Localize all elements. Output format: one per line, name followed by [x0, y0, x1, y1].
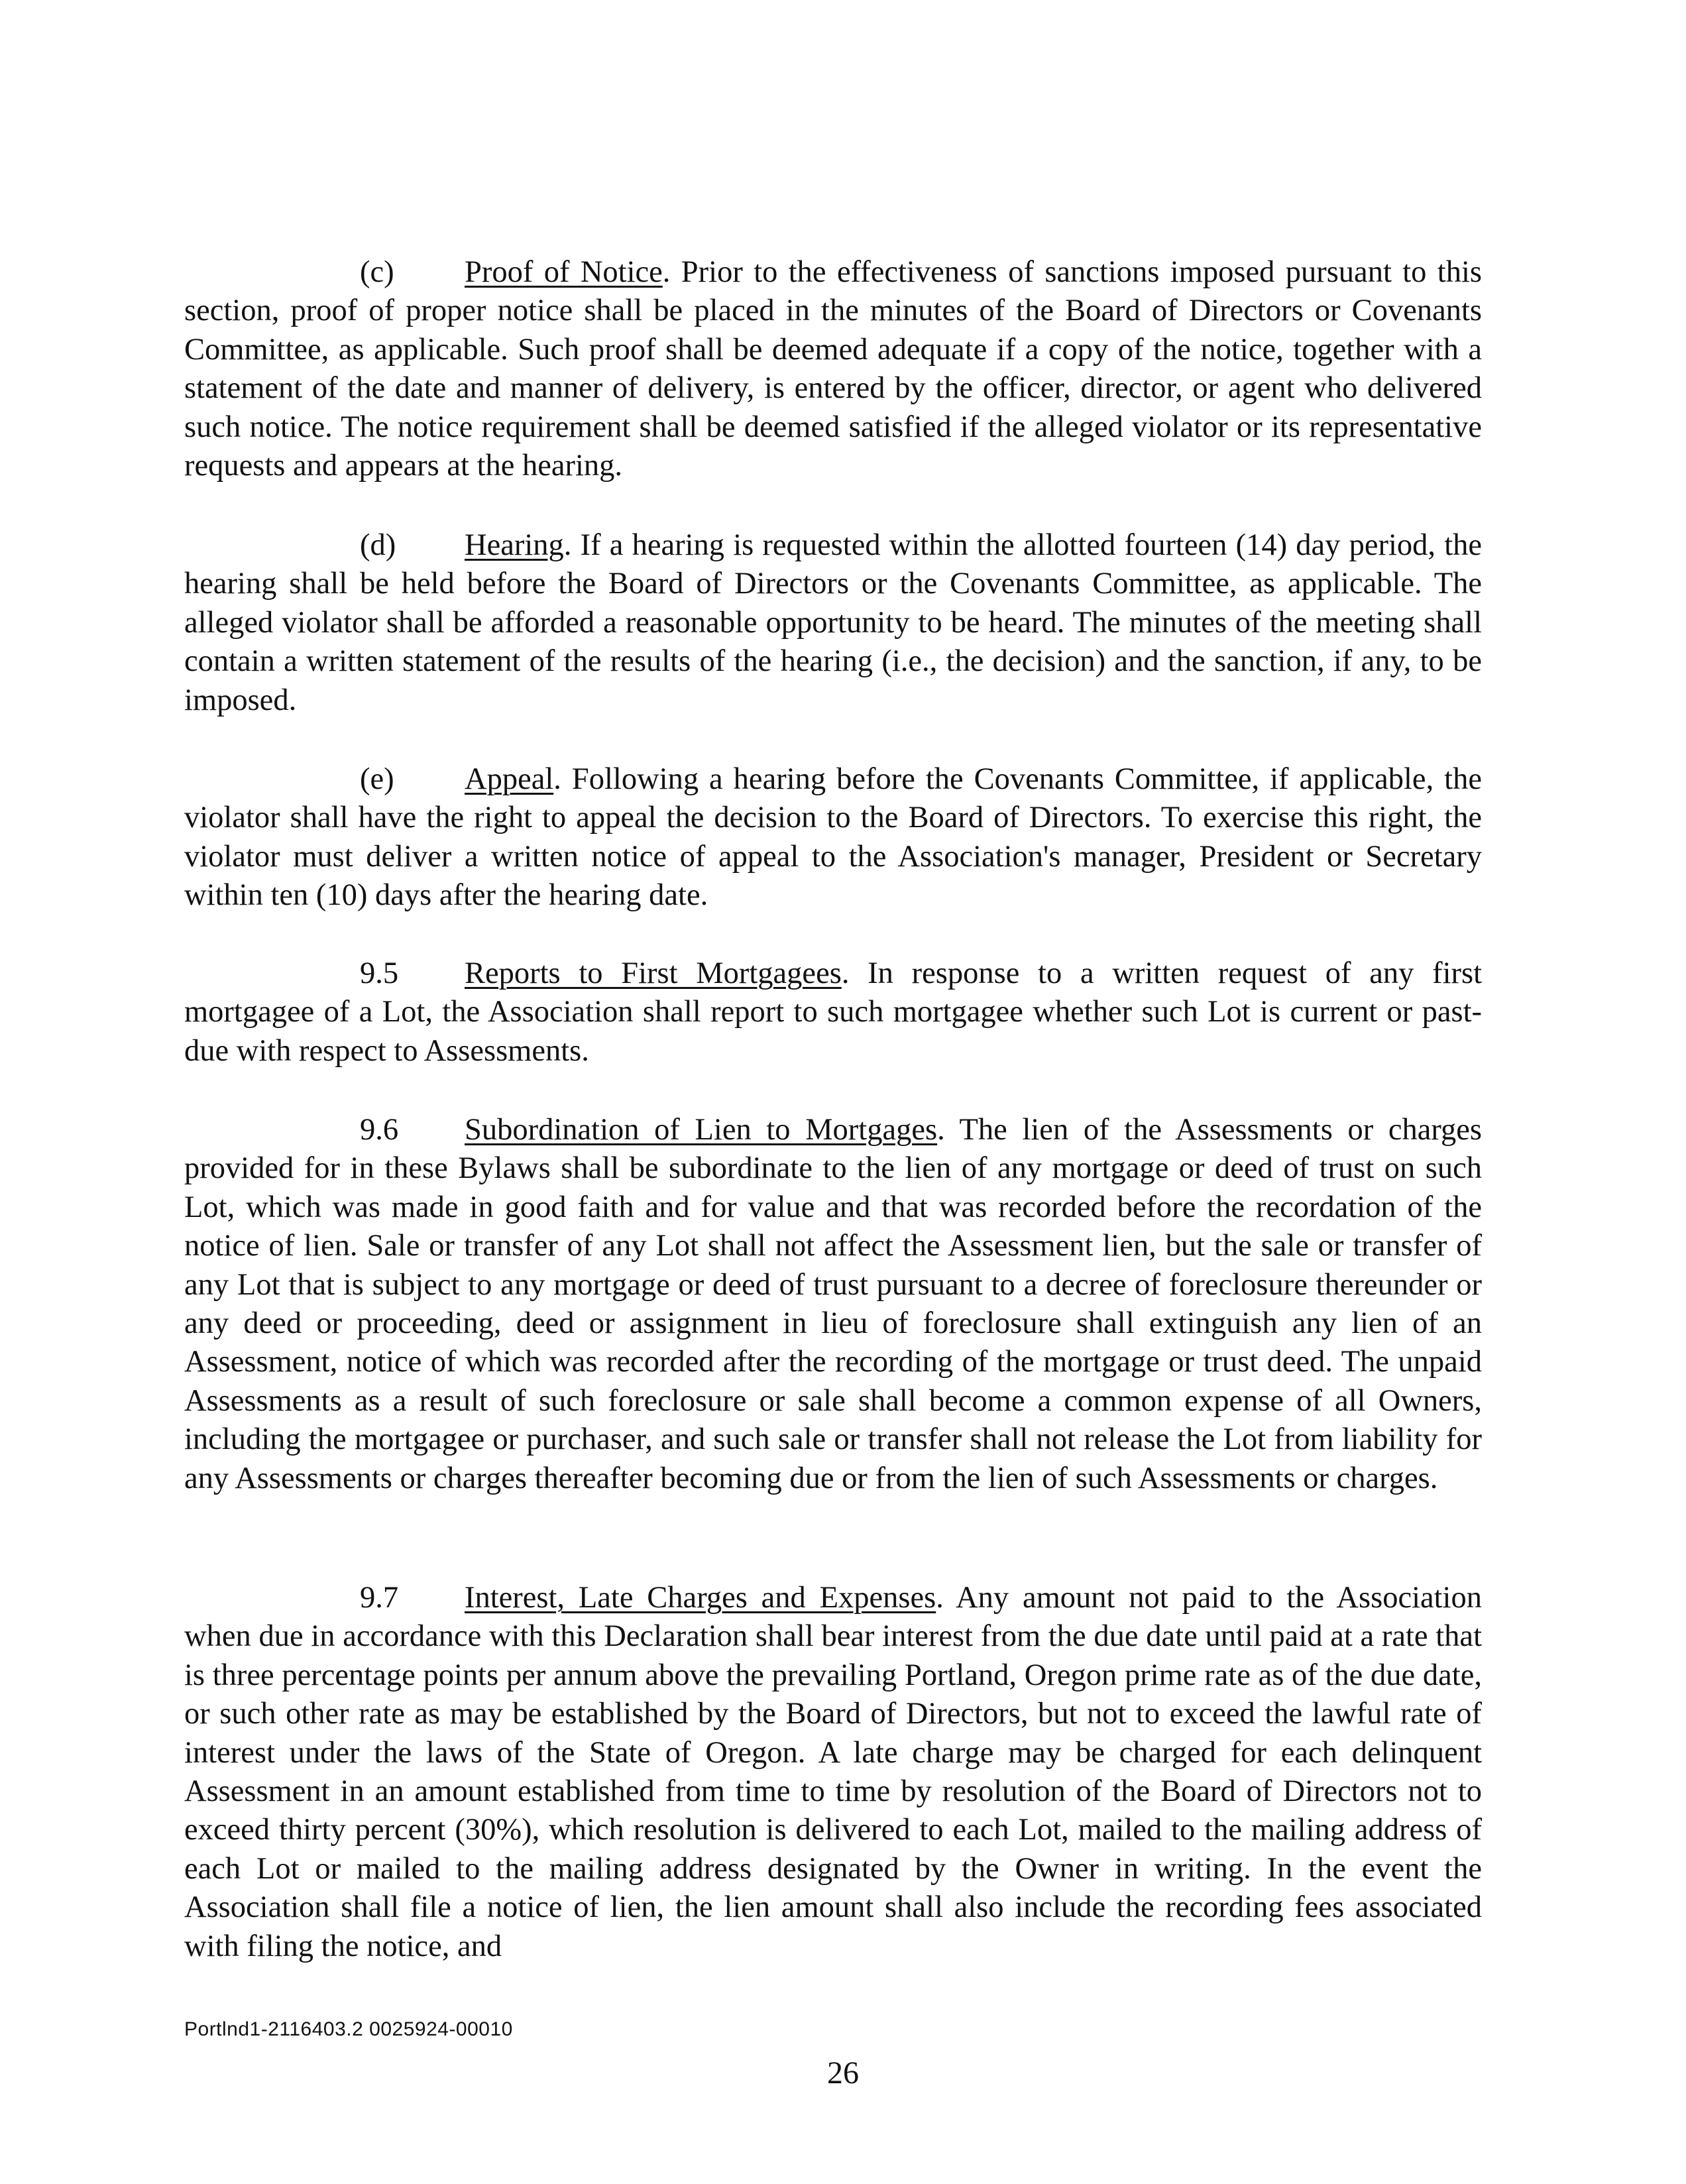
paragraph-heading: Proof of Notice [465, 255, 663, 289]
paragraph-number: 9.6 [360, 1113, 399, 1147]
paragraph-appeal [184, 760, 1482, 915]
paragraph-number: 9.7 [360, 1581, 399, 1615]
paragraph-number: (c) [360, 255, 394, 289]
paragraph-text: . Prior to the effectiveness of sanctions imposed pursuant to this section, proof of proper notice shall be placed in the minutes of the Board of Directors or Covenants Committee, as applicable. Such proof shall be deemed adequate if a copy of the notice, together with a statement of the date and manner of delivery, is entered by the officer, director, or agent who delivered such notice. The notice requirement shall be deemed satisfied if the alleged violator or its representative requests and appears at the hearing. [184, 255, 1482, 483]
paragraph-text: . The lien of the Assessments or charges provided for in these Bylaws shall be subordinate to the lien of any mortgage or deed of trust on such Lot, which was made in good faith and for value and that was recorded before the recordation of the notice of lien. Sale or transfer of any Lot shall not affect the Assessment lien, but the sale or transfer of any Lot that is subject to any mortgage or deed of trust pursuant to a decree of foreclosure thereunder or any deed or proceeding, deed or assignment in lieu of foreclosure shall extinguish any lien of an Assessment, notice of which was recorded after the recording of the mortgage or trust deed. The unpaid Assessments as a result of such foreclosure or sale shall become a common expense of all Owners, including the mortgagee or purchaser, and such sale or transfer shall not release the Lot from liability for any Assessments or charges thereafter becoming due or from the lien of such Assessments or charges. [184, 1113, 1482, 1495]
paragraph-heading: Subordination of Lien to Mortgages [465, 1113, 938, 1147]
paragraph-text: . Any amount not paid to the Association when due in accordance with this Declaration shall bear interest from the due date until paid at a rate that is three percentage points per annum above the prevailing Portland, Oregon prime rate as of the due date, or such other rate as may be established by the Board of Directors, but not to exceed the lawful rate of interest under the laws of the State of Oregon. A late charge may be charged for each delinquent Assessment in an amount established from time to time by resolution of the Board of Directors not to exceed thirty percent (30%), which resolution is delivered to each Lot, mailed to the mailing address of each Lot or mailed to the mailing address designated by the Owner in writing. In the event the Association shall file a notice of lien, the lien amount shall also include the recording fees associated with filing the notice, and [184, 1581, 1482, 1963]
paragraph-text: . In response to a written request of any first mortgagee of a Lot, the Association shall report to such mortgagee whether such Lot is current or past-due with respect to Assessments. [184, 956, 1483, 1068]
paragraph-heading: Hearing [465, 528, 564, 562]
paragraph-interest-late-charges [184, 1579, 1482, 1966]
paragraph-heading: Appeal [465, 762, 554, 796]
page-number: 26 [827, 2055, 859, 2091]
paragraph-proof-of-notice [184, 253, 1482, 485]
paragraph-hearing [184, 526, 1482, 720]
paragraph-text: . Following a hearing before the Covenants Committee, if applicable, the violator shall have the right to appeal the decision to the Board of Directors. To exercise this right, the violator must deliver a written notice of appeal to the Association's manager, President or Secretary within ten (10) days after the hearing date. [184, 762, 1482, 913]
document-id-footer: Portlnd1-2116403.2 0025924-00010 [184, 2018, 513, 2040]
paragraph-reports-to-first-mortgagees [184, 954, 1482, 1070]
paragraph-number: 9.5 [360, 956, 399, 990]
paragraph-subordination-of-lien [184, 1111, 1482, 1498]
paragraph-number: (e) [360, 762, 394, 796]
paragraph-number: (d) [360, 528, 396, 562]
paragraph-text: . If a hearing is requested within the allotted fourteen (14) day period, the hearing shall be held before the Board of Directors or the Covenants Committee, as applicable. The alleged violator shall be afforded a reasonable opportunity to be heard. The minutes of the meeting shall contain a written statement of the results of the hearing (i.e., the decision) and the sanction, if any, to be imposed. [184, 528, 1482, 717]
paragraph-heading: Reports to First Mortgagees [465, 956, 842, 990]
paragraph-heading: Interest, Late Charges and Expenses [465, 1581, 936, 1615]
